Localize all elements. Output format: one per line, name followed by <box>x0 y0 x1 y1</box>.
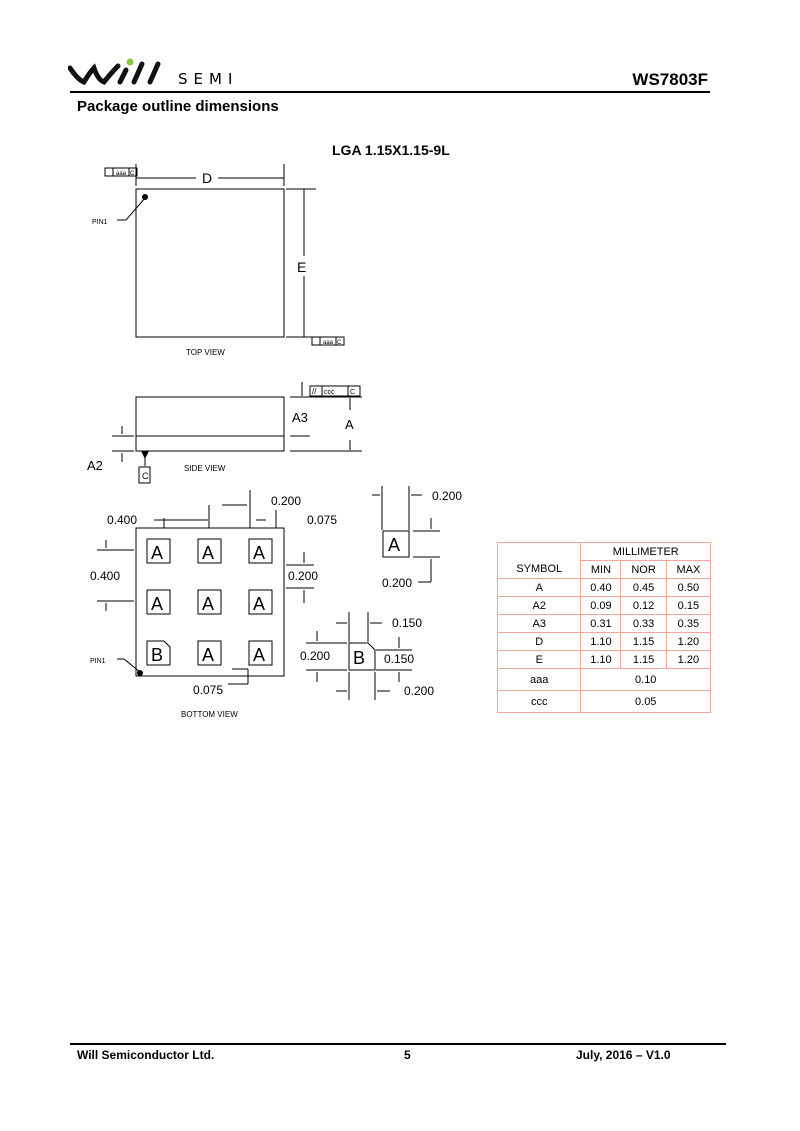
dimension-table <box>497 542 711 713</box>
pad-label: A <box>202 594 215 614</box>
cell-nor: 0.12 <box>621 597 666 615</box>
pad-b-chamfer: 0.150 <box>392 616 423 630</box>
cell-nor: 1.15 <box>621 633 666 651</box>
fcf-c-top: C <box>130 171 135 177</box>
table-row <box>498 579 711 597</box>
pad-label: A <box>253 645 266 665</box>
cell-symbol: ccc <box>498 691 581 713</box>
dim-a2-label: A2 <box>87 458 103 473</box>
dim-a3-label: A3 <box>292 410 308 425</box>
cell-value: 0.10 <box>581 669 711 691</box>
footer-date-version: July, 2016 – V1.0 <box>576 1048 671 1062</box>
fcf-ccc: ccc <box>324 389 335 396</box>
cell-value: 0.05 <box>581 691 711 713</box>
dim-e-label: E <box>297 259 307 275</box>
dim-0075-top: 0.075 <box>307 513 338 527</box>
cell-min: 0.31 <box>581 615 621 633</box>
table-row <box>498 633 711 651</box>
cell-symbol: aaa <box>498 669 581 691</box>
pad-label: A <box>151 594 164 614</box>
pad-a-height: 0.200 <box>382 576 413 590</box>
cell-symbol: E <box>498 651 581 669</box>
cell-max: 1.20 <box>666 651 710 669</box>
table-corner <box>498 543 581 561</box>
part-number: WS7803F <box>632 70 708 89</box>
dim-a-label: A <box>345 417 354 432</box>
dim-0400-left: 0.400 <box>90 569 121 583</box>
section-title: Package outline dimensions <box>77 98 279 115</box>
cell-symbol: A2 <box>498 597 581 615</box>
table-row <box>498 597 711 615</box>
top-view-body <box>136 189 284 337</box>
cell-min: 1.10 <box>581 633 621 651</box>
pin1-marker <box>137 670 143 676</box>
fcf-aaa-top: aaa <box>116 171 127 177</box>
top-view-label: TOP VIEW <box>186 348 225 357</box>
cell-nor: 0.33 <box>621 615 666 633</box>
dim-d-label: D <box>202 170 213 186</box>
side-view-body <box>136 397 284 451</box>
col-header-max: MAX <box>666 561 710 579</box>
dim-0400-top: 0.400 <box>107 513 138 527</box>
cell-symbol: A3 <box>498 615 581 633</box>
unit-header: MILLIMETER <box>581 543 711 561</box>
fcf-aaa-right: aaa <box>323 340 334 346</box>
cell-max: 1.20 <box>666 633 710 651</box>
side-view-label: SIDE VIEW <box>184 464 226 473</box>
pad-b-height: 0.200 <box>300 649 331 663</box>
datum-c-label: C <box>142 471 149 481</box>
table-row <box>498 691 711 713</box>
fcf-c-side: C <box>350 389 356 396</box>
footer-divider <box>70 1043 726 1045</box>
table-row <box>498 615 711 633</box>
pad-label: A <box>202 645 215 665</box>
fcf-parallel: // <box>312 387 317 396</box>
pad-label: A <box>253 594 266 614</box>
cell-min: 0.40 <box>581 579 621 597</box>
footer-company: Will Semiconductor Ltd. <box>77 1048 215 1062</box>
top-pin1-label: PIN1 <box>92 219 108 226</box>
pad-label: B <box>151 645 164 665</box>
dim-0200-top: 0.200 <box>271 494 302 508</box>
cell-min: 1.10 <box>581 651 621 669</box>
pad-a-detail-label: A <box>388 535 401 555</box>
logo-text: SEMI <box>178 70 239 88</box>
col-header-symbol: SYMBOL <box>498 561 581 579</box>
col-header-nor: NOR <box>621 561 666 579</box>
cell-nor: 1.15 <box>621 651 666 669</box>
table-row <box>498 669 711 691</box>
dim-0200-right: 0.200 <box>288 569 319 583</box>
pad-a-width: 0.200 <box>432 489 463 503</box>
pad-label: A <box>202 543 215 563</box>
package-title: LGA 1.15X1.15-9L <box>332 142 450 158</box>
cell-symbol: A <box>498 579 581 597</box>
bottom-view-label: BOTTOM VIEW <box>181 710 238 719</box>
pad-label: A <box>253 543 266 563</box>
bottom-pin1-label: PIN1 <box>90 658 106 665</box>
pad-label: A <box>151 543 164 563</box>
pad-b-width: 0.200 <box>404 684 435 698</box>
pad-b-detail-label: B <box>353 648 366 668</box>
col-header-min: MIN <box>581 561 621 579</box>
pin1-marker <box>142 194 148 200</box>
cell-max: 0.35 <box>666 615 710 633</box>
fcf-c-right: C <box>337 340 342 346</box>
dim-0075-bottom: 0.075 <box>193 683 224 697</box>
cell-max: 0.15 <box>666 597 710 615</box>
cell-max: 0.50 <box>666 579 710 597</box>
cell-min: 0.09 <box>581 597 621 615</box>
cell-nor: 0.45 <box>621 579 666 597</box>
cell-symbol: D <box>498 633 581 651</box>
pad-b-side: 0.150 <box>384 652 415 666</box>
table-row <box>498 651 711 669</box>
footer-page-number: 5 <box>404 1048 411 1062</box>
